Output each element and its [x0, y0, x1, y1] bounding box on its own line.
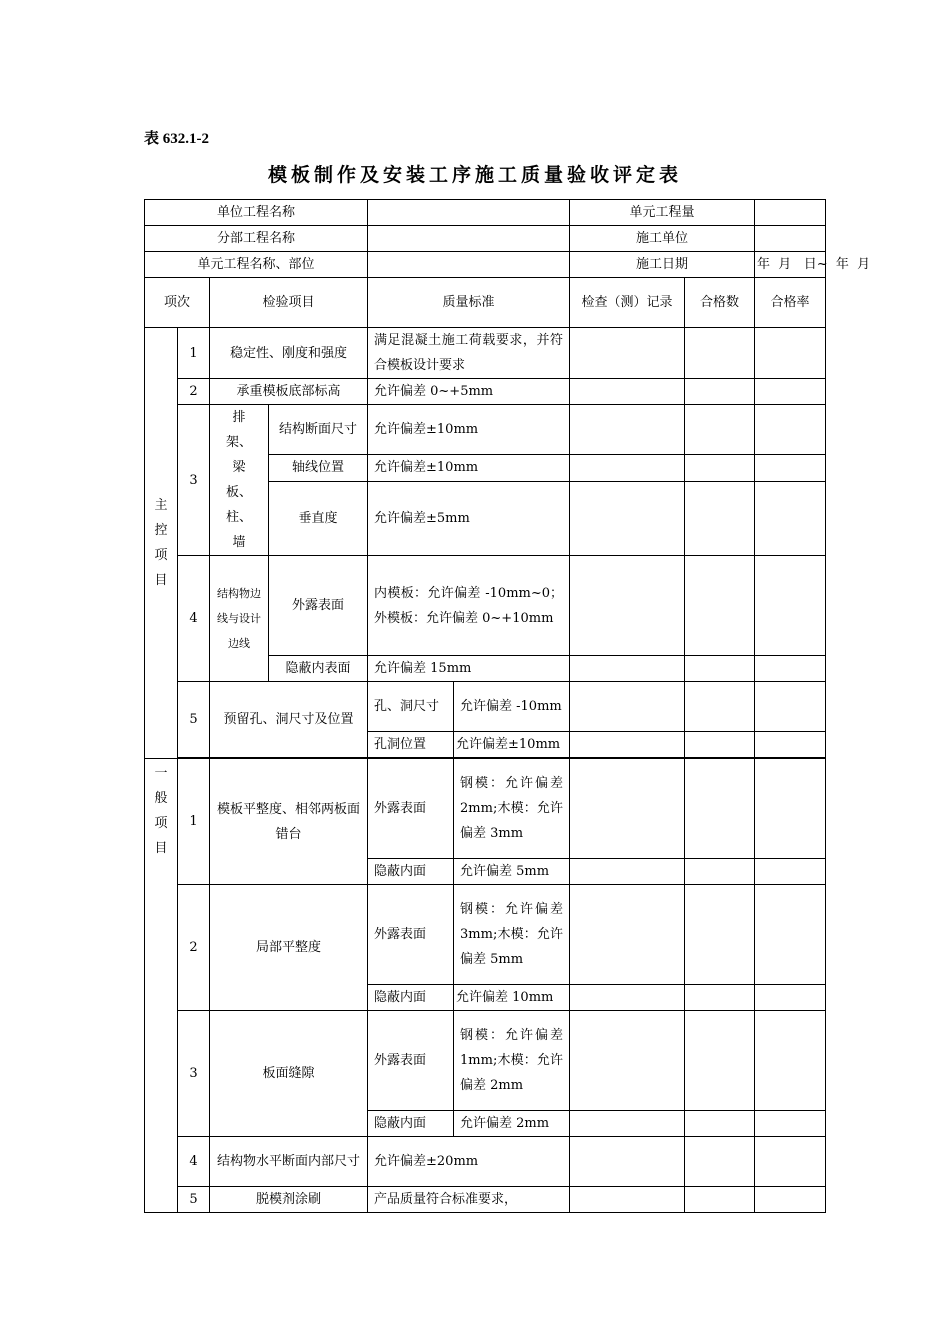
- record-cell[interactable]: [570, 1187, 685, 1213]
- sub-item: 外露表面: [368, 1011, 454, 1111]
- quality-standard: 允许偏差 0~+5mm: [368, 379, 570, 405]
- check-item: 局部平整度: [210, 885, 368, 1011]
- rate-cell[interactable]: [755, 1137, 826, 1187]
- count-cell[interactable]: [685, 405, 755, 455]
- quality-standard: 允许偏差±10mm: [368, 455, 570, 481]
- record-cell[interactable]: [570, 405, 685, 455]
- sub-project-name-value[interactable]: [368, 226, 570, 252]
- item-no: 3: [178, 405, 210, 556]
- item-no: 1: [178, 328, 210, 379]
- item-no: 3: [178, 1011, 210, 1137]
- header-row-sub-project: [145, 226, 826, 252]
- quality-standard: 允许偏差±20mm: [368, 1137, 570, 1187]
- record-cell[interactable]: [570, 732, 685, 758]
- table-number: 表 632.1-2: [144, 131, 209, 147]
- category-label: 结构物边线与设计边线: [210, 556, 269, 682]
- record-cell[interactable]: [570, 985, 685, 1011]
- record-cell[interactable]: [570, 1011, 685, 1111]
- sub-item: 垂直度: [269, 481, 368, 556]
- count-cell[interactable]: [685, 1137, 755, 1187]
- quality-standard: 允许偏差±5mm: [368, 481, 570, 556]
- construction-date-label: 施工日期: [570, 252, 755, 278]
- quality-standard: 允许偏差 5mm: [454, 859, 570, 885]
- col-record: 检查（测）记录: [570, 278, 685, 328]
- unit-quantity-label: 单元工程量: [570, 200, 755, 226]
- item-no: 2: [178, 379, 210, 405]
- item-no: 5: [178, 682, 210, 758]
- quality-standard: 允许偏差 15mm: [368, 656, 570, 682]
- col-check-item: 检验项目: [210, 278, 368, 328]
- rate-cell[interactable]: [755, 328, 826, 379]
- header-row-unit-location: [145, 252, 826, 278]
- quality-standard: 允许偏差 10mm: [454, 985, 570, 1011]
- unit-project-name-label: 单位工程名称: [145, 200, 368, 226]
- page-title: 模板制作及安装工序施工质量验收评定表: [267, 164, 682, 186]
- rate-cell[interactable]: [755, 1111, 826, 1137]
- item-no: 2: [178, 885, 210, 1011]
- record-cell[interactable]: [570, 656, 685, 682]
- general-group-text: 一般项目: [154, 766, 168, 856]
- quality-standard: 产品质量符合标准要求，: [368, 1187, 570, 1213]
- general-row-1a: [145, 759, 826, 859]
- rate-cell[interactable]: [755, 859, 826, 885]
- quality-standard: 允许偏差 2mm: [454, 1111, 570, 1137]
- unit-quantity-value[interactable]: [755, 200, 826, 226]
- unit-name-location-value[interactable]: [368, 252, 570, 278]
- record-cell[interactable]: [570, 859, 685, 885]
- general-row-4: [145, 1137, 826, 1187]
- general-row-3a: [145, 1011, 826, 1111]
- col-item-no: 项次: [145, 278, 210, 328]
- main-row-5a: [145, 682, 826, 732]
- col-quality-standard: 质量标准: [368, 278, 570, 328]
- record-cell[interactable]: [570, 759, 685, 859]
- check-item: 脱模剂涂刷: [210, 1187, 368, 1213]
- rate-cell[interactable]: [755, 481, 826, 556]
- check-item: 承重模板底部标高: [210, 379, 368, 405]
- sub-item: 隐蔽内表面: [269, 656, 368, 682]
- sub-project-name-label: 分部工程名称: [145, 226, 368, 252]
- rate-cell[interactable]: [755, 405, 826, 455]
- record-cell[interactable]: [570, 885, 685, 985]
- item-no: 5: [178, 1187, 210, 1213]
- count-cell[interactable]: [685, 885, 755, 985]
- count-cell[interactable]: [685, 455, 755, 481]
- count-cell[interactable]: [685, 1111, 755, 1137]
- check-item: 模板平整度、相邻两板面错台: [210, 759, 368, 885]
- rate-cell[interactable]: [755, 1011, 826, 1111]
- quality-standard: 满足混凝土施工荷载要求，并符合模板设计要求: [368, 328, 570, 379]
- quality-standard: 允许偏差 -10mm: [454, 682, 570, 732]
- count-cell[interactable]: [685, 656, 755, 682]
- rate-cell[interactable]: [755, 1187, 826, 1213]
- check-item: 稳定性、刚度和强度: [210, 328, 368, 379]
- check-item: 预留孔、洞尺寸及位置: [210, 682, 368, 758]
- sub-item: 隐蔽内面: [368, 1111, 454, 1137]
- main-row-3a: [145, 405, 826, 455]
- count-cell[interactable]: [685, 328, 755, 379]
- record-cell[interactable]: [570, 682, 685, 732]
- construction-unit-label: 施工单位: [570, 226, 755, 252]
- main-group-label: [145, 328, 178, 759]
- rate-cell[interactable]: [755, 759, 826, 859]
- quality-standard: 允许偏差±10mm: [368, 405, 570, 455]
- sub-item: 外露表面: [368, 885, 454, 985]
- sub-item: 轴线位置: [269, 455, 368, 481]
- record-cell[interactable]: [570, 328, 685, 379]
- header-row-unit-project: [145, 200, 826, 226]
- col-qualified-count: 合格数: [685, 278, 755, 328]
- check-item: 板面缝隙: [210, 1011, 368, 1137]
- category-label: [210, 405, 269, 556]
- quality-standard: 钢模：允许偏差 3mm;木模：允许偏差 5mm: [454, 885, 570, 985]
- inspection-table: [144, 199, 871, 1213]
- count-cell[interactable]: [685, 1187, 755, 1213]
- sub-item: 隐蔽内面: [368, 985, 454, 1011]
- record-cell[interactable]: [570, 1137, 685, 1187]
- unit-project-name-value[interactable]: [368, 200, 570, 226]
- rate-cell[interactable]: [755, 455, 826, 481]
- quality-standard: 允许偏差±10mm: [454, 732, 570, 758]
- record-cell[interactable]: [570, 1111, 685, 1137]
- rate-cell[interactable]: [755, 379, 826, 405]
- col-qualified-rate: 合格率: [755, 278, 826, 328]
- unit-name-location-label: 单元工程名称、部位: [145, 252, 368, 278]
- construction-unit-value[interactable]: [755, 226, 826, 252]
- general-row-5: [145, 1187, 826, 1213]
- main-row-4a: [145, 556, 826, 656]
- record-cell[interactable]: [570, 455, 685, 481]
- rate-cell[interactable]: [755, 556, 826, 656]
- count-cell[interactable]: [685, 759, 755, 859]
- rate-cell[interactable]: [755, 885, 826, 985]
- main-row-2: [145, 379, 826, 405]
- count-cell[interactable]: [685, 1011, 755, 1111]
- count-cell[interactable]: [685, 985, 755, 1011]
- sub-item: 隐蔽内面: [368, 859, 454, 885]
- record-cell[interactable]: [570, 379, 685, 405]
- item-no: 4: [178, 1137, 210, 1187]
- rate-cell[interactable]: [755, 656, 826, 682]
- main-row-1: [145, 328, 826, 379]
- count-cell[interactable]: [685, 379, 755, 405]
- item-no: 1: [178, 759, 210, 885]
- record-cell[interactable]: [570, 481, 685, 556]
- general-row-2a: [145, 885, 826, 985]
- item-no: 4: [178, 556, 210, 682]
- construction-date-value[interactable]: 年 月 日~ 年 月: [755, 252, 826, 278]
- general-group-label: [145, 759, 178, 1213]
- count-cell[interactable]: [685, 859, 755, 885]
- count-cell[interactable]: [685, 682, 755, 732]
- rate-cell[interactable]: [755, 732, 826, 758]
- main-group-text: 主控项目: [154, 498, 168, 588]
- rate-cell[interactable]: [755, 682, 826, 732]
- rate-cell[interactable]: [755, 985, 826, 1011]
- quality-standard: 钢模：允许偏差 1mm;木模：允许偏差 2mm: [454, 1011, 570, 1111]
- count-cell[interactable]: [685, 732, 755, 758]
- check-item: 结构物水平断面内部尺寸: [210, 1137, 368, 1187]
- column-header-row: [145, 278, 826, 328]
- sub-item: 结构断面尺寸: [269, 405, 368, 455]
- sub-item: 外露表面: [269, 556, 368, 656]
- sub-item: 外露表面: [368, 759, 454, 859]
- sub-item: 孔、洞尺寸: [368, 682, 454, 732]
- record-cell[interactable]: [570, 556, 685, 656]
- count-cell[interactable]: [685, 556, 755, 656]
- quality-standard: 内模板：允许偏差 -10mm~0；外模板：允许偏差 0~+10mm: [368, 556, 570, 656]
- sub-item: 孔洞位置: [368, 732, 454, 758]
- quality-standard: 钢模：允许偏差 2mm;木模：允许偏差 3mm: [454, 759, 570, 859]
- count-cell[interactable]: [685, 481, 755, 556]
- category-text: 排架、梁板、柱、墙: [225, 410, 252, 550]
